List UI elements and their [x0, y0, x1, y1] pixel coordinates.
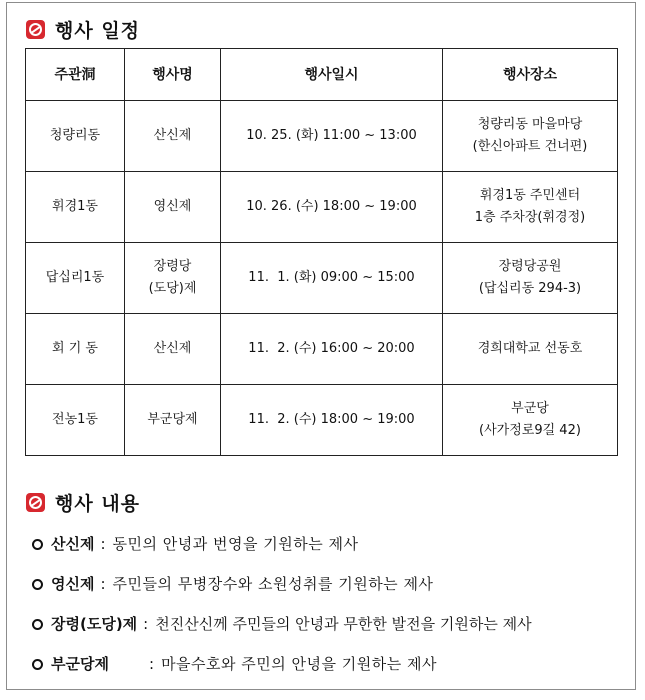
circle-bullet-icon [32, 539, 43, 550]
circle-bullet-icon [32, 619, 43, 630]
cell-place: 부군당 (사가정로9길 42) [443, 385, 618, 456]
schedule-table [25, 48, 618, 456]
cell-dong: 회 기 동 [26, 314, 125, 385]
cell-event: 부군당제 [125, 385, 221, 456]
cell-event: 산신제 [125, 101, 221, 172]
circle-bullet-icon [32, 579, 43, 590]
cell-dong: 청량리동 [26, 101, 125, 172]
cell-dong: 휘경1동 [26, 172, 125, 243]
list-item [32, 653, 632, 693]
item-term: 영신제 [51, 575, 95, 593]
item-term: 장령(도당)제 [51, 615, 138, 633]
content-title: 행사 내용 [55, 493, 141, 515]
item-description: 주민들의 무병장수와 소원성취를 기원하는 제사 [112, 575, 434, 593]
header-event-name: 행사명 [125, 49, 221, 101]
header-datetime: 행사일시 [221, 49, 443, 101]
table-row [26, 172, 618, 243]
table-header-row [26, 49, 618, 101]
item-description: 동민의 안녕과 번영을 기원하는 제사 [112, 535, 359, 553]
item-term: 산신제 [51, 535, 95, 553]
header-place: 행사장소 [443, 49, 618, 101]
cell-datetime: 10. 26. (수) 18:00 ~ 19:00 [221, 172, 443, 243]
cell-datetime: 10. 25. (화) 11:00 ~ 13:00 [221, 101, 443, 172]
cell-event: 장령당 (도당)제 [125, 243, 221, 314]
table-row [26, 243, 618, 314]
list-item [32, 533, 632, 573]
list-item [32, 573, 632, 613]
no-entry-icon [26, 20, 45, 39]
item-colon: : [143, 615, 149, 633]
item-description: 천진산신께 주민들의 안녕과 무한한 발전을 기원하는 제사 [155, 615, 532, 633]
cell-datetime: 11. 2. (수) 18:00 ~ 19:00 [221, 385, 443, 456]
cell-place: 청량리동 마을마당 (한신아파트 건너편) [443, 101, 618, 172]
cell-event: 산신제 [125, 314, 221, 385]
list-item [32, 613, 632, 653]
cell-datetime: 11. 2. (수) 16:00 ~ 20:00 [221, 314, 443, 385]
item-description: 마을수호와 주민의 안녕을 기원하는 제사 [161, 655, 437, 673]
schedule-heading [26, 16, 140, 43]
header-organizer: 주관洞 [26, 49, 125, 101]
cell-place: 경희대학교 선동호 [443, 314, 618, 385]
table-row [26, 101, 618, 172]
cell-dong: 답십리1동 [26, 243, 125, 314]
cell-datetime: 11. 1. (화) 09:00 ~ 15:00 [221, 243, 443, 314]
item-term: 부군당제 [51, 655, 109, 673]
schedule-title: 행사 일정 [55, 20, 141, 42]
cell-dong: 전농1동 [26, 385, 125, 456]
table-row [26, 314, 618, 385]
cell-place: 장령당공원 (답십리동 294-3) [443, 243, 618, 314]
no-entry-icon [26, 493, 45, 512]
cell-event: 영신제 [125, 172, 221, 243]
content-list [32, 533, 632, 693]
circle-bullet-icon [32, 659, 43, 670]
table-row [26, 385, 618, 456]
item-colon: : [100, 575, 106, 593]
item-colon: : [149, 655, 155, 673]
cell-place: 휘경1동 주민센터 1층 주차장(휘경정) [443, 172, 618, 243]
content-heading [26, 489, 140, 516]
item-colon: : [100, 535, 106, 553]
